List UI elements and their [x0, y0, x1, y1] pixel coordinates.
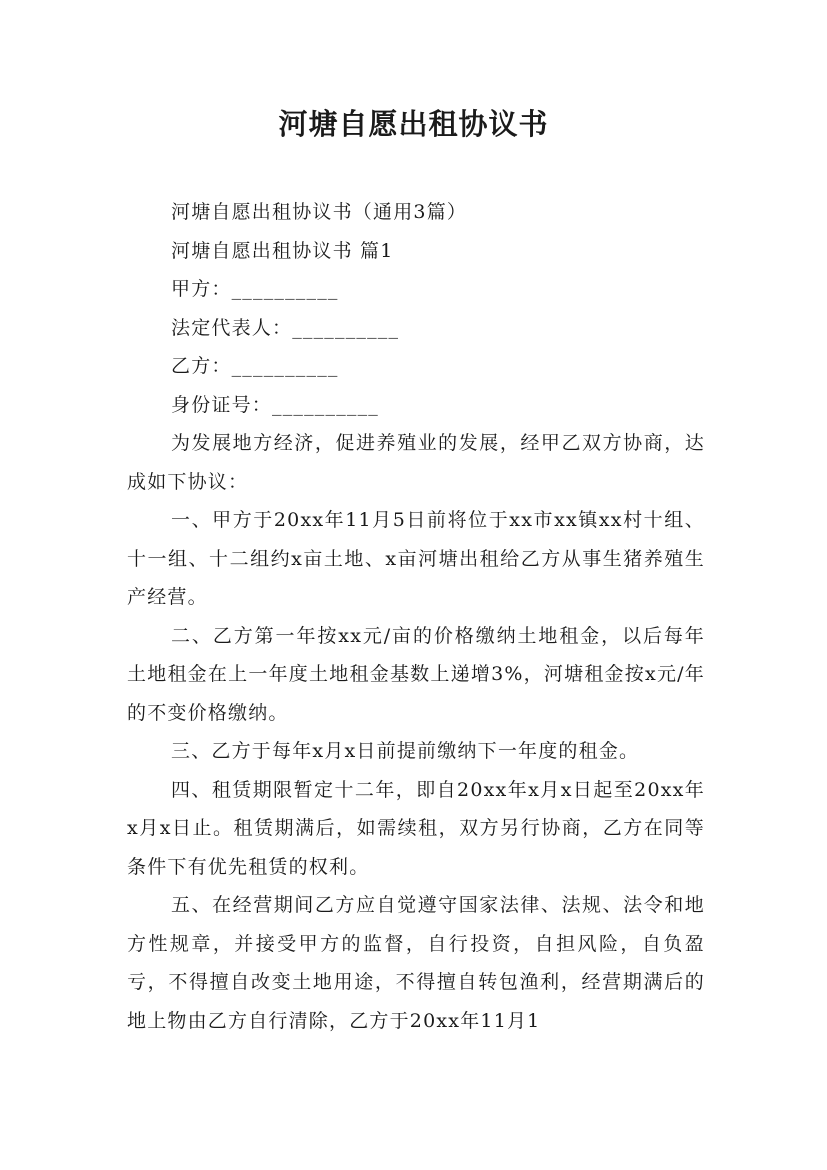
- document-body: [127, 193, 705, 1040]
- legal-representative-field: 法定代表人：__________: [171, 316, 400, 339]
- intro-paragraph: 为发展地方经济，促进养殖业的发展，经甲乙双方协商，达成如下协议：: [127, 432, 705, 493]
- party-b-field: 乙方：__________: [171, 355, 339, 377]
- clause-3-paragraph: 三、乙方于每年x月x日前提前缴纳下一年度的租金。: [171, 740, 640, 762]
- party-a-field: 甲方：__________: [171, 278, 339, 300]
- clause-5-paragraph: 五、在经营期间乙方应自觉遵守国家法律、法规、法令和地方性规章，并接受甲方的监督，自行投资，自担风险，自负盈亏，不得擅自改变土地用途，不得擅自转包渔利，经营期满后的地上物由乙方自行清除，乙方于20xx年11月1: [127, 894, 705, 1032]
- id-number-field: 身份证号：__________: [171, 393, 380, 416]
- section-heading: 河塘自愿出租协议书 篇1: [171, 239, 394, 262]
- subtitle-line: 河塘自愿出租协议书（通用3篇）: [171, 201, 468, 223]
- clause-1-paragraph: 一、甲方于20xx年11月5日前将位于xx市xx镇xx村十组、十一组、十二组约x亩土地、x亩河塘出租给乙方从事生猪养殖生产经营。: [127, 509, 705, 608]
- document-title: 河塘自愿出租协议书: [278, 107, 549, 141]
- clause-4-paragraph: 四、租赁期限暂定十二年，即自20xx年x月x日起至20xx年x月x日止。租赁期满后，如需续租，双方另行协商，乙方在同等条件下有优先租赁的权利。: [127, 778, 705, 878]
- clause-2-paragraph: 二、乙方第一年按xx元/亩的价格缴纳土地租金，以后每年土地租金在上一年度土地租金基数上递增3%，河塘租金按x元/年的不变价格缴纳。: [127, 624, 705, 724]
